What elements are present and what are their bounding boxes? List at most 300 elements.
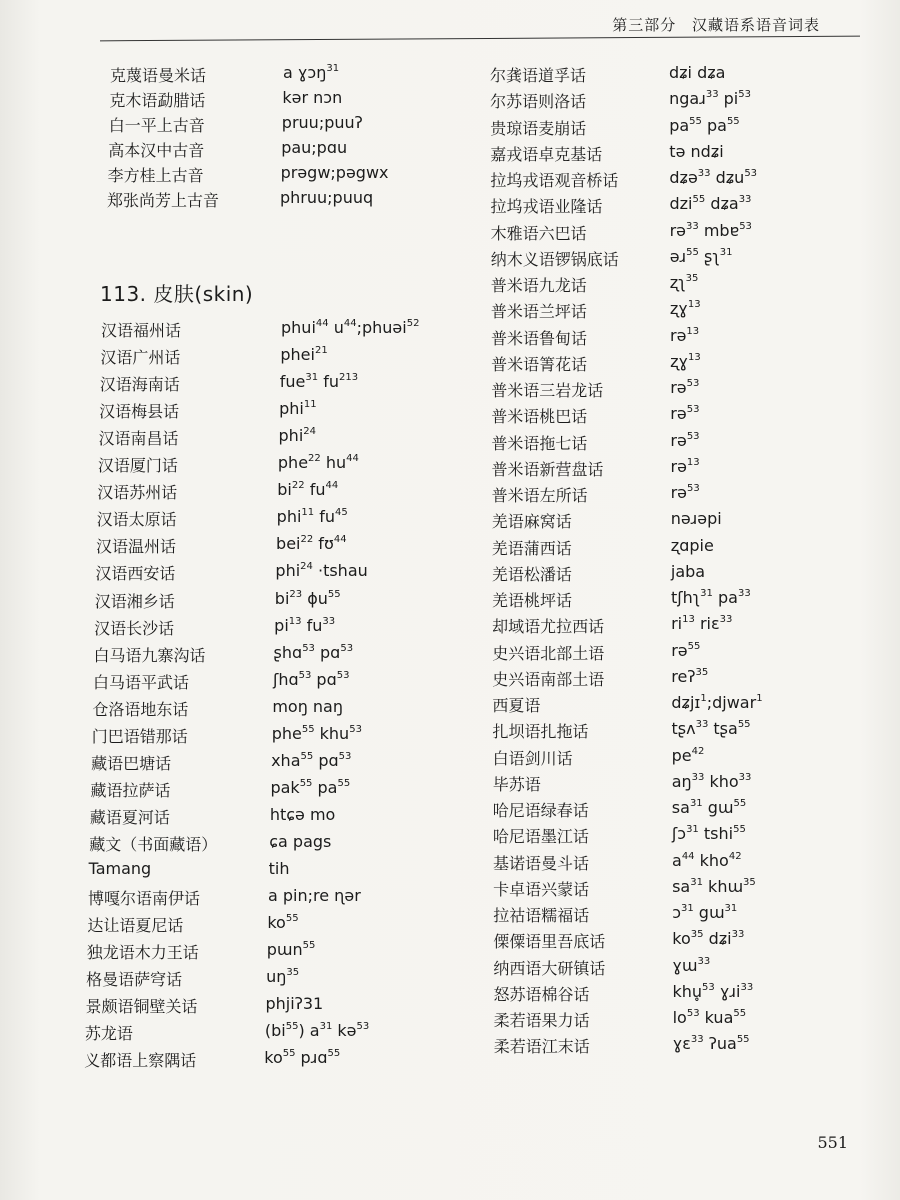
- language-name: 傈僳语里吾底话: [493, 932, 606, 952]
- word-form: rə$^{53}$: [670, 378, 700, 397]
- word-form: $bi^{22}$ $fu^{44}$: [277, 480, 339, 500]
- language-name: 汉语广州话: [100, 348, 181, 368]
- tone-mark: 55: [285, 913, 299, 925]
- language-name: 羌语桃坪话: [492, 591, 573, 610]
- word-form: prəgw;pəgwx: [280, 163, 389, 182]
- word-form: əɹ$^{55}$ ʂʅ$^{31}$: [669, 246, 733, 266]
- tone-mark: 31: [700, 588, 713, 599]
- language-name: 门巴语错那话: [91, 726, 188, 746]
- language-name: 柔若语江末话: [493, 1037, 590, 1057]
- tone-mark: 55: [285, 1021, 299, 1033]
- language-name: 克木语勐腊话: [109, 91, 206, 110]
- language-name: 拉坞戎语业隆话: [490, 197, 603, 217]
- language-name: 白语剑川话: [492, 748, 573, 768]
- word-form: $uŋ^{35}$: [266, 967, 300, 987]
- word-form: phjiʔ31: [265, 994, 324, 1014]
- language-name: 基诺语曼斗话: [493, 853, 590, 873]
- language-name: 羌语松潘话: [491, 564, 572, 584]
- tone-mark: 1: [756, 693, 763, 704]
- word-entry: [0, 1048, 460, 1074]
- word-entry: [0, 940, 460, 966]
- language-name: 汉语南昌话: [98, 429, 179, 449]
- language-name: 哈尼语绿春话: [492, 801, 589, 820]
- tone-mark: 55: [300, 750, 314, 762]
- header-part: 第三部分: [612, 16, 677, 34]
- word-entry: [488, 956, 868, 982]
- tone-mark: 35: [743, 876, 756, 888]
- tone-mark: 42: [728, 850, 742, 862]
- word-entry: [0, 913, 460, 939]
- language-name: 汉语厦门话: [97, 456, 178, 476]
- word-form: ʃhɑ$^{53}$ pɑ$^{53}$: [272, 669, 350, 689]
- word-entry: [488, 457, 868, 483]
- word-entry: [0, 643, 460, 669]
- tone-mark: 31: [680, 903, 694, 914]
- language-name: 格曼语萨穹话: [86, 970, 183, 990]
- word-entry: [488, 614, 868, 640]
- word-entry: [0, 697, 460, 723]
- section-number: 113.: [100, 282, 147, 306]
- tone-mark: 33: [697, 168, 711, 179]
- word-form: rə$^{53}$: [670, 404, 700, 424]
- word-form: pruu;puuʔ: [281, 113, 363, 132]
- word-entry: [0, 318, 460, 344]
- tone-mark: 33: [719, 614, 733, 626]
- word-form: $aŋ^{33}$ kho$^{33}$: [671, 771, 752, 791]
- word-form: phruu;puuq: [280, 188, 374, 207]
- language-name: 普米语新营盘话: [491, 459, 604, 479]
- word-form: ngaɹ$^{33}$ $pi^{53}$: [669, 89, 751, 109]
- tone-mark: 44: [346, 453, 359, 465]
- tone-mark: 22: [300, 534, 314, 546]
- language-name: 哈尼语墨江话: [492, 827, 589, 847]
- word-entry: [488, 536, 868, 562]
- word-form: dʑə$^{33}$ dʑu$^{53}$: [669, 168, 758, 187]
- word-form: tʃhʅ$^{31}$ $pa^{33}$: [671, 588, 751, 607]
- word-entry: [488, 772, 868, 798]
- word-entry: [488, 299, 868, 325]
- word-entry: [488, 247, 868, 273]
- word-form: rə$^{13}$: [670, 456, 700, 476]
- word-entry: [488, 719, 868, 745]
- word-form: $ko^{55}$: [267, 913, 299, 933]
- word-entry: [0, 453, 460, 479]
- language-name: 纳西语大研镇话: [493, 958, 606, 978]
- tone-mark: 53: [686, 430, 700, 442]
- word-form: ʐɑpie: [670, 535, 714, 555]
- word-form: $bi^{23}$ ɸu$^{55}$: [274, 588, 341, 608]
- word-entry: [0, 778, 460, 804]
- word-form: ʂhɑ$^{53}$ pɑ$^{53}$: [273, 642, 354, 662]
- tone-mark: 55: [689, 115, 702, 127]
- tone-mark: 53: [338, 750, 352, 762]
- word-form: phi$^{24}$: [278, 426, 316, 446]
- language-name: 藏语夏河话: [89, 807, 170, 827]
- word-entry: [0, 163, 460, 189]
- language-name: 拉坞戎语观音桥话: [490, 171, 619, 190]
- word-form: kər nɔn: [282, 88, 343, 107]
- language-name: 汉语海南话: [99, 375, 180, 395]
- word-entry: [0, 399, 460, 425]
- tone-mark: 33: [705, 89, 719, 101]
- tone-mark: 31: [689, 798, 703, 809]
- language-name: 普米语左所话: [491, 486, 588, 505]
- tone-mark: 13: [688, 351, 701, 363]
- word-entry: [0, 1021, 460, 1047]
- language-name: 汉语梅县话: [99, 402, 180, 422]
- word-form: phe$^{22}$ $hu^{44}$: [277, 453, 359, 473]
- word-form: tʂʌ$^{33}$ tʂa$^{55}$: [671, 719, 751, 739]
- language-name: 汉语温州话: [96, 537, 177, 557]
- word-entry: [0, 345, 460, 371]
- tone-mark: 55: [692, 194, 706, 206]
- word-form: jaba: [670, 561, 706, 581]
- tone-mark: 35: [286, 967, 300, 979]
- tone-mark: 44: [681, 850, 695, 862]
- word-form: nəɹəpi: [670, 509, 722, 529]
- word-entry: [0, 480, 460, 506]
- language-name: 尔苏语则洛话: [490, 92, 587, 112]
- tone-mark: 13: [288, 615, 302, 627]
- language-name: 拉祜语糯福话: [493, 906, 590, 925]
- tone-mark: 31: [305, 372, 319, 384]
- word-entry: [488, 562, 868, 588]
- word-entry: [0, 507, 460, 533]
- language-name: 博嘎尔语南伊话: [87, 889, 200, 909]
- word-form: phui$^{44}$ $u^{44};phuəi^{52}$: [281, 318, 420, 337]
- language-name: 藏文（书面藏语）: [89, 834, 218, 854]
- language-name: 达让语夏尼话: [87, 916, 184, 936]
- word-entry: [488, 929, 868, 955]
- word-form: $ri^{13}$ riɛ$^{33}$: [671, 614, 733, 634]
- tone-mark: 31: [690, 876, 703, 888]
- section-heading: [100, 278, 253, 307]
- word-entry: [0, 994, 460, 1020]
- language-name: 毕苏语: [492, 774, 541, 794]
- tone-mark: 24: [300, 561, 313, 573]
- language-name: 嘉戎语卓克基话: [490, 144, 603, 164]
- word-entry: [0, 372, 460, 398]
- tone-mark: 55: [337, 777, 351, 789]
- word-form: pɯn$^{55}$: [266, 940, 316, 960]
- tone-mark: 55: [733, 798, 747, 809]
- tone-mark: 13: [686, 325, 700, 337]
- language-name: 史兴语北部土语: [492, 643, 605, 663]
- tone-mark: 53: [356, 1021, 370, 1033]
- tone-mark: 42: [691, 745, 705, 757]
- tone-mark: 13: [686, 456, 700, 468]
- tone-mark: 1: [700, 693, 707, 704]
- tone-mark: 55: [282, 1048, 296, 1060]
- word-entry: [488, 378, 868, 404]
- word-form: reʔ$^{35}$: [671, 666, 709, 686]
- language-name: 纳木义语锣锅底话: [490, 249, 619, 269]
- word-entry: [488, 509, 868, 535]
- word-form: dʑi dʑa: [669, 63, 726, 82]
- language-name: 羌语麻窝话: [491, 512, 572, 532]
- tone-mark: 33: [737, 588, 751, 599]
- word-entry: [488, 824, 868, 850]
- word-entry: [488, 63, 868, 89]
- tone-mark: 33: [697, 955, 711, 967]
- word-entry: [488, 982, 868, 1008]
- language-name: 藏语巴塘话: [91, 753, 172, 773]
- word-form: moŋ naŋ: [272, 696, 343, 716]
- page-number: 551: [817, 1133, 848, 1152]
- language-name: 卡卓语兴蒙话: [493, 879, 590, 899]
- tone-mark: 52: [406, 318, 420, 329]
- tone-mark: 55: [327, 1048, 341, 1060]
- word-entry: [488, 221, 868, 247]
- language-name: 郑张尚芳上古音: [107, 191, 220, 210]
- word-entry: [0, 967, 460, 993]
- word-entry: [0, 88, 460, 114]
- word-form: $pe^{42}$: [671, 745, 705, 765]
- language-name: Tamang: [88, 859, 152, 878]
- word-form: fue$^{31}$ $fu^{213}$: [279, 372, 359, 392]
- tone-mark: 33: [731, 929, 745, 941]
- word-entry: [488, 89, 868, 115]
- tone-mark: 22: [291, 480, 305, 492]
- word-form: pak$^{55}$ $pa^{55}$: [270, 777, 351, 797]
- tone-mark: 31: [686, 824, 699, 836]
- language-name: 普米语桃巴话: [491, 407, 588, 427]
- language-name: 李方桂上古音: [107, 166, 204, 185]
- word-form: ɕa pags: [269, 831, 332, 851]
- word-entry: [488, 326, 868, 352]
- language-name: 普米语鲁甸话: [491, 328, 588, 348]
- word-entry: [488, 877, 868, 903]
- language-name: 仓洛语地东话: [92, 699, 189, 719]
- word-entry: [0, 138, 460, 164]
- tone-mark: 21: [314, 345, 328, 357]
- word-form: dʑjɪ$^1$;djwar$^1$: [671, 693, 763, 712]
- language-name: 白马语平武话: [92, 672, 189, 692]
- tone-mark: 31: [724, 903, 738, 914]
- language-name: 义都语上察隅话: [84, 1051, 197, 1071]
- word-form: $ko^{35}$ dʑi$^{33}$: [672, 929, 745, 949]
- word-entry: [488, 273, 868, 299]
- tone-mark: 13: [687, 299, 701, 311]
- word-form: ʐɣ$^{13}$: [670, 351, 701, 371]
- tone-mark: 55: [327, 588, 341, 600]
- word-entry: [488, 746, 868, 772]
- language-name: 白一平上古音: [108, 116, 205, 135]
- language-name: 景颇语铜壁关话: [85, 997, 198, 1017]
- language-name: 普米语九龙话: [490, 276, 587, 295]
- tone-mark: 35: [690, 929, 704, 941]
- tone-mark: 53: [686, 404, 700, 416]
- language-name: 贵琼语麦崩话: [490, 118, 587, 138]
- language-name: 汉语长沙话: [94, 618, 175, 638]
- word-form: $a^{44}$ kho$^{42}$: [672, 850, 742, 870]
- word-form: tə ndʑi: [669, 141, 724, 161]
- word-form: $ko^{55}$ pɹɑ$^{55}$: [264, 1048, 341, 1068]
- tone-mark: 11: [303, 399, 317, 411]
- word-form: $pa^{55}$ $pa^{55}$: [669, 115, 740, 135]
- tone-mark: 31: [719, 246, 733, 258]
- word-entry: [488, 1034, 868, 1060]
- tone-mark: 31: [319, 1021, 333, 1033]
- word-form: ɣɛ$^{33}$ ʔua$^{55}$: [672, 1034, 750, 1054]
- word-form: khu̥$^{53}$ ɣɹi$^{33}$: [672, 981, 754, 1001]
- language-name: 柔若语果力话: [493, 1011, 590, 1030]
- word-entry: [0, 670, 460, 696]
- language-name: 汉语西安话: [95, 564, 176, 584]
- running-header: [602, 14, 820, 35]
- word-form: $sa^{31}$ khɯ$^{35}$: [672, 876, 756, 896]
- tone-mark: 55: [736, 1034, 750, 1046]
- word-form: rə$^{13}$: [670, 325, 700, 345]
- word-form: rə$^{53}$: [670, 430, 700, 450]
- tone-mark: 55: [726, 115, 740, 127]
- word-form: phei$^{21}$: [280, 345, 328, 365]
- language-name: 藏语拉萨话: [90, 780, 171, 800]
- tone-mark: 53: [702, 981, 715, 993]
- word-entry: [488, 168, 868, 194]
- tone-mark: 45: [335, 507, 348, 519]
- word-entry: [0, 751, 460, 777]
- word-entry: [0, 561, 460, 587]
- tone-mark: 55: [686, 246, 699, 258]
- word-form: $(bi^{55})$ $a^{31}$ kə$^{53}$: [264, 1021, 370, 1041]
- language-name: 汉语福州话: [101, 321, 182, 340]
- word-entry: [488, 693, 868, 719]
- word-entry: [0, 616, 460, 642]
- tone-mark: 44: [333, 534, 347, 546]
- word-entry: [0, 188, 460, 214]
- tone-mark: 33: [690, 1034, 704, 1046]
- word-entry: [488, 667, 868, 693]
- word-form: pau;pɑu: [281, 138, 348, 157]
- word-form: ɣɯ$^{33}$: [672, 955, 711, 975]
- word-form: rə$^{53}$: [670, 483, 700, 502]
- word-entry: [0, 805, 460, 831]
- tone-mark: 24: [303, 426, 316, 438]
- header-rule: [100, 36, 860, 42]
- tone-mark: 33: [738, 771, 752, 783]
- word-entry: [0, 724, 460, 750]
- tone-mark: 33: [686, 220, 699, 232]
- tone-mark: 53: [686, 1008, 700, 1019]
- word-form: phi$^{24}$ ·tshau: [275, 561, 368, 581]
- tone-mark: 53: [349, 723, 362, 735]
- language-name: 木雅语六巴话: [490, 223, 587, 243]
- word-entry: [0, 832, 460, 858]
- language-name: 汉语苏州话: [97, 483, 178, 503]
- language-name: 普米语三岩龙话: [491, 381, 604, 400]
- word-entry: [488, 851, 868, 877]
- tone-mark: 11: [301, 507, 315, 519]
- language-name: 白马语九寨沟话: [93, 645, 206, 665]
- tone-mark: 55: [299, 777, 313, 789]
- word-entry: [0, 534, 460, 560]
- header-title: 汉藏语系语音词表: [691, 16, 820, 34]
- tone-mark: 55: [737, 719, 751, 731]
- tone-mark: 35: [685, 273, 699, 284]
- word-entry: [488, 798, 868, 824]
- word-form: a pin;re ɳər: [267, 886, 361, 906]
- tone-mark: 31: [326, 63, 340, 74]
- tone-mark: 55: [302, 940, 316, 952]
- tone-mark: 53: [298, 669, 312, 681]
- language-name: 苏龙语: [84, 1024, 133, 1044]
- word-form: dzi$^{55}$ dʑa$^{33}$: [669, 194, 752, 214]
- word-form: ɔ$^{31}$ gɯ$^{31}$: [672, 903, 738, 922]
- language-name: 高本汉中古音: [108, 141, 205, 160]
- word-form: ʃɔ$^{31}$ tshi$^{55}$: [671, 824, 746, 844]
- tone-mark: 33: [695, 719, 709, 731]
- language-name: 怒苏语棉谷话: [493, 984, 590, 1004]
- word-form: tih: [268, 859, 290, 878]
- tone-mark: 33: [691, 771, 705, 783]
- word-entry: [488, 588, 868, 614]
- tone-mark: 53: [686, 378, 700, 389]
- tone-mark: 53: [744, 168, 758, 179]
- tone-mark: 53: [336, 669, 350, 681]
- word-form: rə$^{55}$: [671, 640, 701, 660]
- section-title: 皮肤(skin): [153, 282, 254, 306]
- word-entry: [0, 63, 460, 89]
- tone-mark: 33: [322, 615, 336, 627]
- language-name: 克蔑语曼米话: [110, 66, 207, 85]
- word-form: rə$^{33}$ mbɐ$^{53}$: [669, 220, 752, 240]
- word-entry: [488, 352, 868, 378]
- language-name: 独龙语木力王话: [86, 943, 199, 963]
- tone-mark: 55: [733, 824, 746, 836]
- word-entry: [0, 113, 460, 139]
- tone-mark: 55: [733, 1008, 747, 1019]
- word-entry: [0, 859, 460, 885]
- language-name: 汉语太原话: [96, 510, 177, 530]
- tone-mark: 22: [308, 453, 321, 465]
- language-name: 普米语拖七话: [491, 433, 588, 453]
- tone-mark: 44: [325, 480, 339, 492]
- word-entry: [488, 641, 868, 667]
- word-form: bei$^{22}$ fʊ$^{44}$: [276, 534, 347, 554]
- tone-mark: 53: [738, 89, 751, 101]
- language-name: 普米语箐花话: [491, 354, 588, 374]
- tone-mark: 55: [301, 723, 315, 735]
- language-name: 羌语蒲西话: [491, 538, 572, 558]
- tone-mark: 33: [738, 194, 752, 206]
- tone-mark: 213: [338, 372, 359, 384]
- tone-mark: 53: [687, 483, 700, 494]
- language-name: 汉语湘乡话: [94, 591, 175, 611]
- word-form: $sa^{31}$ gɯ$^{55}$: [671, 798, 747, 817]
- word-form: $pi^{13}$ $fu^{33}$: [274, 615, 336, 635]
- word-form: a ɣɔŋ$^{31}$: [283, 63, 340, 82]
- tone-mark: 23: [289, 588, 303, 600]
- word-form: phe$^{55}$ khu$^{53}$: [271, 723, 362, 743]
- tone-mark: 44: [343, 318, 357, 329]
- tone-mark: 44: [315, 318, 329, 329]
- word-form: ʐɣ$^{13}$: [669, 299, 701, 319]
- word-entry: [488, 404, 868, 430]
- word-form: xha$^{55}$ pɑ$^{53}$: [271, 750, 352, 770]
- word-entry: [488, 431, 868, 457]
- word-form: phi$^{11}$ $fu^{45}$: [276, 507, 348, 527]
- word-entry: [488, 483, 868, 509]
- language-name: 西夏语: [492, 696, 541, 715]
- word-entry: [0, 589, 460, 615]
- word-entry: [488, 1008, 868, 1034]
- language-name: 却域语尤拉西话: [492, 617, 605, 637]
- tone-mark: 13: [682, 614, 695, 626]
- tone-mark: 53: [302, 642, 315, 654]
- word-entry: [488, 194, 868, 220]
- word-entry: [488, 142, 868, 168]
